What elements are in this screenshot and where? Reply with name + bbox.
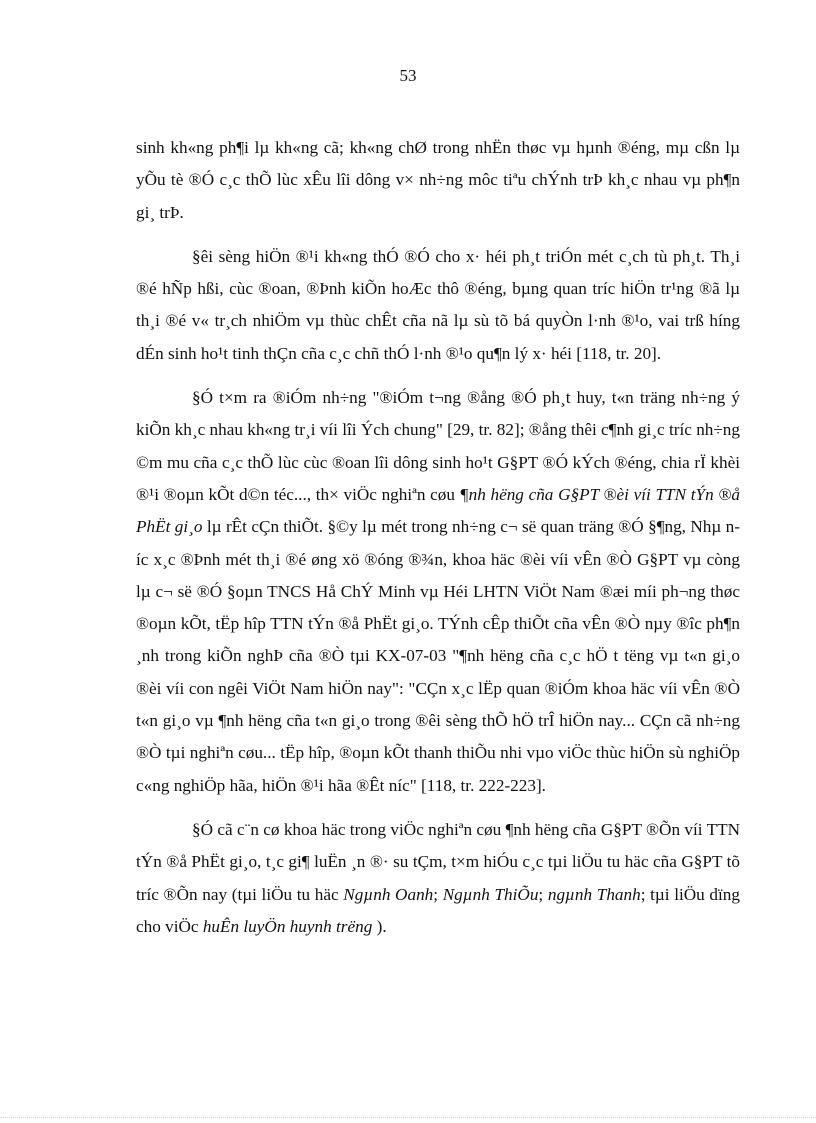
paragraph-3 [136,382,740,802]
italic-text-run: ngµnh Thanh [547,884,641,904]
text-run: §Ó cã c¨n cø khoa häc trong viÖc nghiªn cøu ¶nh hëng cña G§PT ®Õn víi TTN tÝn ®å PhËt gi¸o, t¸c gi¶ luËn ¸n ®· su tÇm, t×m hiÓu c¸c tµi liÖu tu häc cña G§PT tõ tríc ®Õn nay (tµi liÖu tu häc [136,819,740,904]
italic-text-run: huÊn luyÖn huynh trëng [202,916,373,936]
paragraph-2 [136,241,740,370]
text-run: ; [433,884,443,904]
italic-text-run: Ngµnh ThiÕu [442,884,539,904]
text-run: ; [538,884,548,904]
text-run: ). [372,916,387,936]
text-run: §êi sèng hiÖn ®¹i kh«ng thÓ ®Ó cho x· héi ph¸t triÓn mét c¸ch tù ph¸t. Th¸i ®é hÑp hßi, cùc ®oan, ®Þnh kiÕn hoÆc thô ®éng, bµng quan tríc hiÖn tr¹ng ®ã lµ th¸i ®é v« tr¸ch nhiÖm vµ thùc chÊt cña nã lµ sù tõ bá quyÒn l·nh ®¹o, vai trß híng dÉn sinh ho¹t tinh thÇn cña c¸c chñ thÓ l·nh ®¹o qu¶n lý x· héi [118, tr. 20]. [136,246,740,363]
italic-text-run: Ngµnh Oanh [343,884,434,904]
text-run: lµ rÊt cÇn thiÕt. §©y lµ mét trong nh÷ng c¬ së quan träng ®Ó §¶ng, Nhµ níc x¸c ®Þnh mét th¸i ®é øng xö ®óng ®¾n, khoa häc ®èi víi vÊn ®Ò G§PT vµ còng lµ c¬ së ®Ó §oµn TNCS Hå ChÝ Minh vµ Héi LHTN ViÖt Nam ®æi míi ph¬ng thøc ®oµn kÕt, tËp hîp TTN tÝn ®å PhËt gi¸o. TÝnh cÊp thiÕt cña vÊn ®Ò nµy ®îc ph¶n ¸nh trong kiÕn nghÞ cña ®Ò tµi KX-07-03 "¶nh hëng cña c¸c hÖ t tëng vµ t«n gi¸o ®èi víi con ngêi ViÖt Nam hiÖn nay": "CÇn x¸c lËp quan ®iÓm khoa häc víi vÊn ®Ò t«n gi¸o vµ ¶nh hëng cña t«n gi¸o trong ®êi sèng thÕ hÖ trÎ hiÖn nay... CÇn cã nh÷ng ®Ò tµi nghiªn cøu... tËp hîp, ®oµn kÕt thanh thiÕu nhi vµo viÖc thùc hiÖn sù nghiÖp c«ng nghiÖp hãa, hiÖn ®¹i hãa ®Êt níc" [118, tr. 222-223]. [136,517,741,795]
text-run: ; tµi liÖu dïng cho viÖc [136,884,740,936]
paragraph-1 [136,132,740,229]
body-text [136,132,740,955]
paragraph-4 [136,814,740,943]
text-run: §Ó t×m ra ®iÓm nh÷ng "®iÓm t¬ng ®ång ®Ó ph¸t huy, t«n träng nh÷ng ý kiÕn kh¸c nhau kh«ng tr¸i víi lîi Ých chung" [29, tr. 82]; ®ång thêi c¶nh gi¸c tríc nh÷ng ©m mu cña c¸c thÕ lùc cùc ®oan lîi dông sinh ho¹t G§PT ®Ó kÝch ®éng, chia rÏ khèi ®¹i ®oµn kÕt d©n téc..., th× viÖc nghiªn cøu [136,388,740,504]
text-run: sinh kh«ng ph¶i lµ kh«ng cã; kh«ng chØ trong nhËn thøc vµ hµnh ®éng, mµ cßn lµ yÕu tè ®Ó c¸c thÕ lùc xÊu lîi dông v× nh÷ng môc tiªu chÝnh trÞ kh¸c nhau vµ ph¶n gi¸ trÞ. [136,138,740,222]
page-edge [0,1117,816,1118]
italic-text-run: ¶nh hëng cña G§PT ®èi víi TTN tÝn ®å PhËt gi¸o [136,484,740,537]
page-number: 53 [399,66,417,85]
